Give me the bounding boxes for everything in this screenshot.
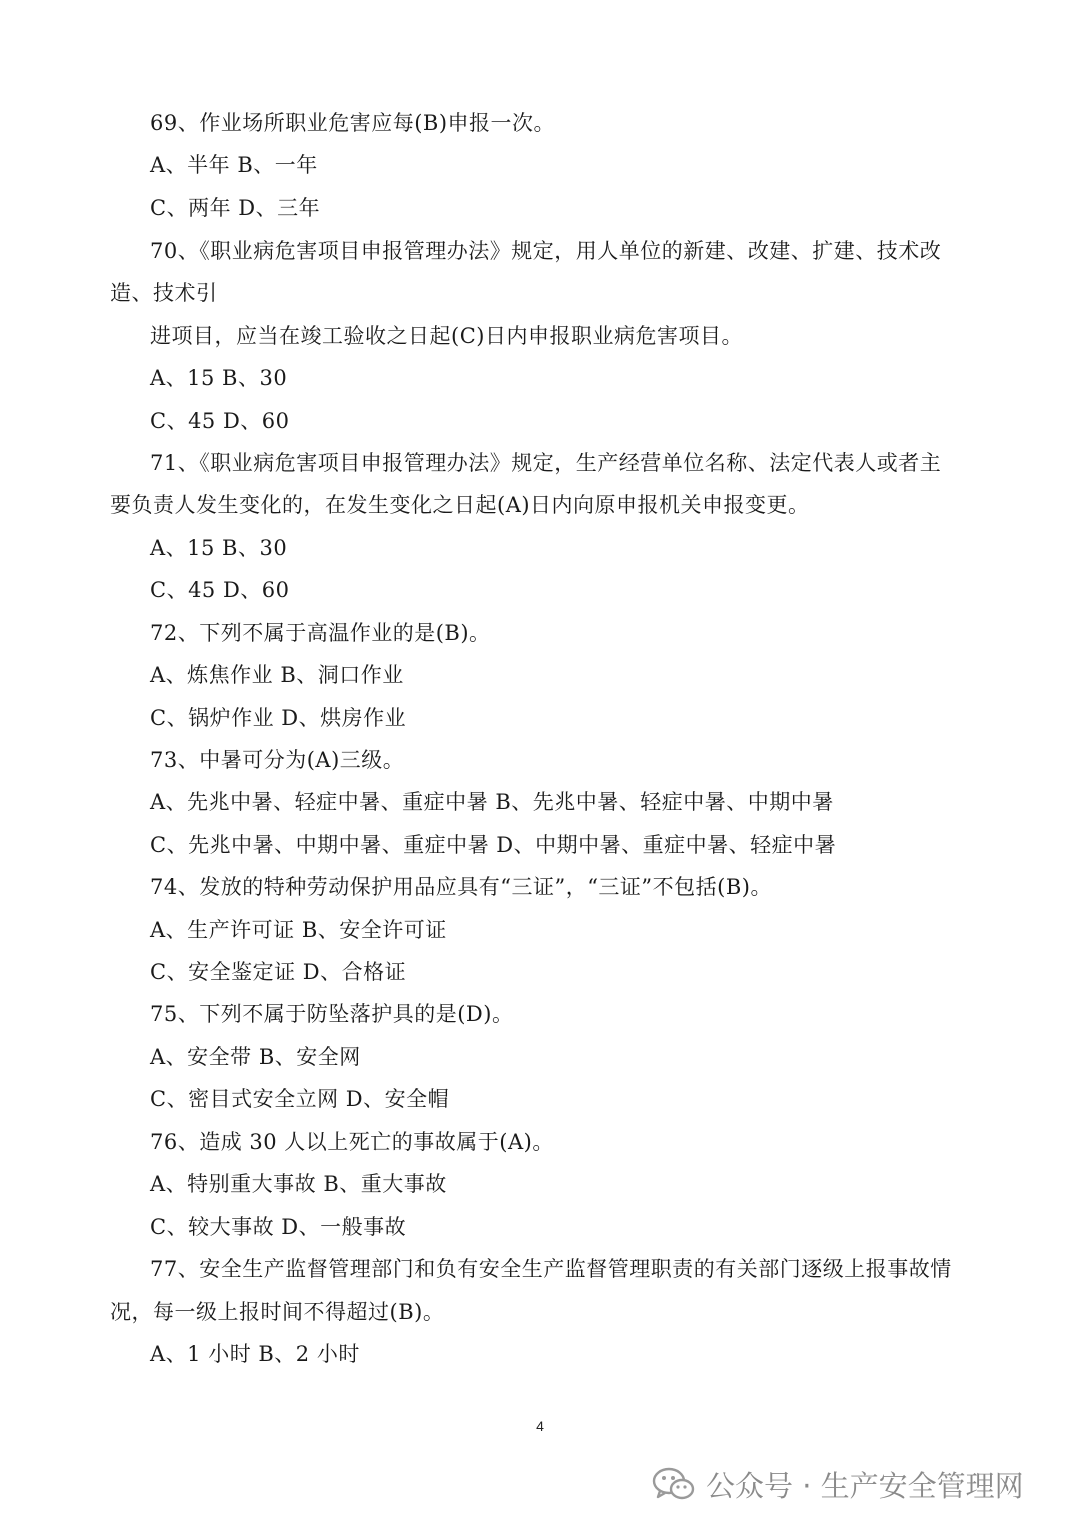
question-76: 76、造成 30 人以上死亡的事故属于(A)。 — [150, 1130, 554, 1154]
question-77-cont: 况，每一级上报时间不得超过(B)。 — [110, 1300, 445, 1324]
options-73-ab: A、先兆中暑、轻症中暑、重症中暑 B、先兆中暑、轻症中暑、中期中暑 — [150, 790, 834, 814]
options-74-ab: A、生产许可证 B、安全许可证 — [150, 918, 447, 942]
options-70-ab: A、15 B、30 — [150, 366, 288, 390]
question-70-cont: 造、技术引 — [110, 281, 218, 305]
options-74-cd: C、安全鉴定证 D、合格证 — [150, 960, 407, 984]
options-71-cd: C、45 D、60 — [150, 578, 290, 602]
options-69-ab: A、半年 B、一年 — [150, 153, 318, 177]
options-75-ab: A、安全带 B、安全网 — [150, 1045, 361, 1069]
question-73: 73、中暑可分为(A)三级。 — [150, 748, 405, 772]
options-76-cd: C、较大事故 D、一般事故 — [150, 1215, 407, 1239]
options-69-cd: C、两年 D、三年 — [150, 196, 321, 220]
question-70-cont2: 进项目，应当在竣工验收之日起(C)日内申报职业病危害项目。 — [150, 324, 743, 348]
options-73-cd: C、先兆中暑、中期中暑、重症中暑 D、中期中暑、重症中暑、轻症中暑 — [150, 833, 837, 857]
question-71: 71、《职业病危害项目申报管理办法》规定，生产经营单位名称、法定代表人或者主 — [150, 451, 942, 475]
question-70: 70、《职业病危害项目申报管理办法》规定，用人单位的新建、改建、扩建、技术改 — [150, 239, 942, 263]
question-69: 69、作业场所职业危害应每(B)申报一次。 — [150, 111, 556, 135]
watermark — [652, 1462, 1024, 1506]
wechat-icon — [652, 1466, 696, 1502]
options-77-ab: A、1 小时 B、2 小时 — [150, 1342, 360, 1366]
options-76-ab: A、特别重大事故 B、重大事故 — [150, 1172, 447, 1196]
options-70-cd: C、45 D、60 — [150, 409, 290, 433]
options-72-cd: C、锅炉作业 D、烘房作业 — [150, 706, 407, 730]
watermark-text: 公众号 · 生产安全管理网 — [706, 1468, 1024, 1503]
question-71-cont: 要负责人发生变化的，在发生变化之日起(A)日内向原申报机关申报变更。 — [110, 493, 810, 517]
options-72-ab: A、炼焦作业 B、洞口作业 — [150, 663, 404, 687]
page-number: 4 — [536, 1418, 544, 1434]
question-72: 72、下列不属于高温作业的是(B)。 — [150, 621, 491, 645]
options-71-ab: A、15 B、30 — [150, 536, 288, 560]
options-75-cd: C、密目式安全立网 D、安全帽 — [150, 1087, 450, 1111]
question-74: 74、发放的特种劳动保护用品应具有“三证”，“三证”不包括(B)。 — [150, 875, 772, 899]
question-75: 75、下列不属于防坠落护具的是(D)。 — [150, 1002, 514, 1026]
question-77: 77、安全生产监督管理部门和负有安全生产监督管理职责的有关部门逐级上报事故情 — [150, 1257, 952, 1281]
